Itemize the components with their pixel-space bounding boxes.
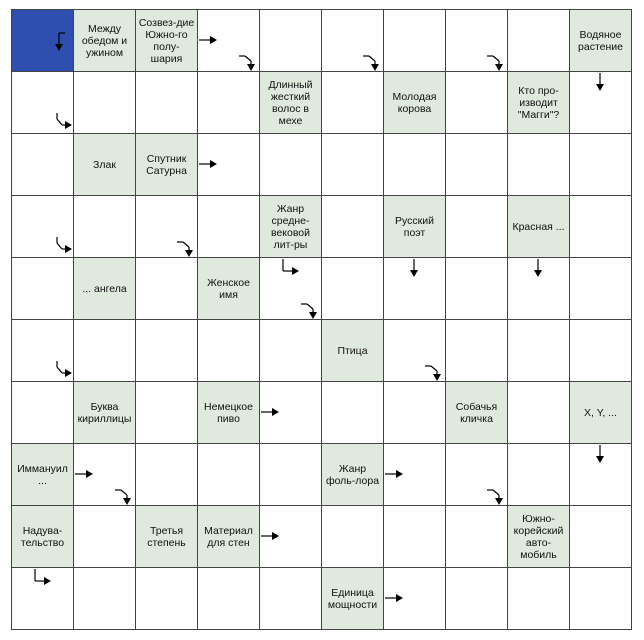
answer-cell[interactable] bbox=[321, 505, 384, 568]
answer-cell[interactable] bbox=[135, 257, 198, 320]
answer-cell[interactable] bbox=[135, 567, 198, 630]
answer-cell[interactable] bbox=[445, 133, 508, 196]
answer-cell[interactable] bbox=[197, 133, 260, 196]
clue-cell bbox=[383, 71, 446, 134]
clue-text: Буква кириллицы bbox=[77, 400, 132, 425]
answer-cell[interactable] bbox=[507, 133, 570, 196]
answer-cell[interactable] bbox=[569, 319, 632, 382]
answer-cell[interactable] bbox=[11, 381, 74, 444]
clue-text: Материал для стен bbox=[204, 524, 253, 549]
answer-cell[interactable] bbox=[135, 381, 198, 444]
answer-cell[interactable] bbox=[73, 195, 136, 258]
answer-cell[interactable] bbox=[259, 505, 322, 568]
answer-cell[interactable] bbox=[135, 195, 198, 258]
answer-cell[interactable] bbox=[259, 9, 322, 72]
answer-cell[interactable] bbox=[569, 133, 632, 196]
crossword-grid bbox=[11, 9, 631, 629]
answer-cell[interactable] bbox=[197, 443, 260, 506]
answer-cell[interactable] bbox=[383, 443, 446, 506]
answer-cell[interactable] bbox=[383, 505, 446, 568]
answer-cell[interactable] bbox=[383, 9, 446, 72]
clue-cell bbox=[569, 9, 632, 72]
clue-text: Спутник Сатурна bbox=[146, 152, 187, 177]
answer-cell[interactable] bbox=[135, 443, 198, 506]
clue-cell bbox=[135, 9, 198, 72]
answer-cell[interactable] bbox=[73, 71, 136, 134]
answer-cell[interactable] bbox=[569, 567, 632, 630]
clue-text: Иммануил ... bbox=[17, 462, 68, 487]
answer-cell[interactable] bbox=[11, 567, 74, 630]
answer-cell[interactable] bbox=[259, 133, 322, 196]
answer-cell[interactable] bbox=[321, 257, 384, 320]
answer-cell[interactable] bbox=[73, 567, 136, 630]
clue-cell bbox=[73, 257, 136, 320]
answer-cell[interactable] bbox=[259, 567, 322, 630]
answer-cell[interactable] bbox=[11, 133, 74, 196]
clue-text: Южно-корейский авто-мобиль bbox=[513, 512, 564, 561]
answer-cell[interactable] bbox=[507, 257, 570, 320]
answer-cell[interactable] bbox=[445, 257, 508, 320]
answer-cell[interactable] bbox=[321, 9, 384, 72]
answer-cell[interactable] bbox=[445, 567, 508, 630]
clue-text: Жанр средне-вековой лит-ры bbox=[270, 202, 311, 251]
clue-text: Созвез-дие Южно-го полу-шария bbox=[138, 16, 195, 65]
clue-cell bbox=[135, 505, 198, 568]
answer-cell[interactable] bbox=[569, 195, 632, 258]
answer-cell[interactable] bbox=[197, 567, 260, 630]
clue-cell bbox=[197, 257, 260, 320]
answer-cell[interactable] bbox=[11, 257, 74, 320]
answer-cell[interactable] bbox=[321, 195, 384, 258]
answer-cell[interactable] bbox=[259, 319, 322, 382]
answer-cell[interactable] bbox=[569, 443, 632, 506]
answer-cell[interactable] bbox=[507, 9, 570, 72]
clue-text: Кто про-изводит "Магги"? bbox=[517, 84, 560, 121]
answer-cell[interactable] bbox=[507, 381, 570, 444]
clue-text: Третья степень bbox=[147, 524, 186, 549]
answer-cell[interactable] bbox=[507, 443, 570, 506]
answer-cell[interactable] bbox=[383, 133, 446, 196]
answer-cell[interactable] bbox=[445, 505, 508, 568]
clue-cell bbox=[507, 505, 570, 568]
answer-cell[interactable] bbox=[569, 71, 632, 134]
clue-cell bbox=[11, 443, 74, 506]
answer-cell[interactable] bbox=[321, 133, 384, 196]
clue-text: Собачья кличка bbox=[455, 400, 498, 425]
clue-text: Русский поэт bbox=[395, 214, 434, 239]
clue-text: Молодая корова bbox=[392, 90, 437, 115]
clue-cell bbox=[135, 133, 198, 196]
clue-cell bbox=[259, 195, 322, 258]
answer-cell[interactable] bbox=[507, 319, 570, 382]
clue-cell bbox=[321, 443, 384, 506]
answer-cell[interactable] bbox=[507, 567, 570, 630]
clue-cell bbox=[11, 505, 74, 568]
answer-cell[interactable] bbox=[135, 71, 198, 134]
answer-cell[interactable] bbox=[383, 567, 446, 630]
answer-cell[interactable] bbox=[445, 9, 508, 72]
answer-cell[interactable] bbox=[259, 381, 322, 444]
answer-cell[interactable] bbox=[73, 505, 136, 568]
clue-cell bbox=[73, 133, 136, 196]
clue-cell bbox=[507, 71, 570, 134]
clue-text: Красная ... bbox=[512, 220, 565, 233]
clue-text: Длинный жесткий волос в мехе bbox=[268, 78, 313, 127]
clue-text: Единица мощности bbox=[327, 586, 378, 611]
clue-text: Водяное растение bbox=[578, 28, 623, 53]
clue-cell bbox=[73, 381, 136, 444]
clue-cell bbox=[445, 381, 508, 444]
answer-cell[interactable] bbox=[73, 319, 136, 382]
answer-cell[interactable] bbox=[11, 195, 74, 258]
clue-cell bbox=[321, 319, 384, 382]
clue-cell bbox=[197, 381, 260, 444]
answer-cell[interactable] bbox=[445, 443, 508, 506]
clue-text: Злак bbox=[93, 158, 116, 171]
answer-cell[interactable] bbox=[259, 257, 322, 320]
answer-cell[interactable] bbox=[383, 319, 446, 382]
answer-cell[interactable] bbox=[197, 71, 260, 134]
answer-cell[interactable] bbox=[321, 381, 384, 444]
clue-text: X, Y, ... bbox=[584, 406, 617, 419]
clue-text: ... ангела bbox=[82, 282, 127, 295]
clue-text: Надува-тельство bbox=[20, 524, 65, 549]
answer-cell[interactable] bbox=[73, 443, 136, 506]
clue-cell bbox=[73, 9, 136, 72]
answer-cell[interactable] bbox=[259, 443, 322, 506]
answer-cell[interactable] bbox=[383, 381, 446, 444]
answer-cell[interactable] bbox=[445, 195, 508, 258]
corner-cell bbox=[11, 9, 74, 72]
answer-cell[interactable] bbox=[445, 319, 508, 382]
clue-text: Между обедом и ужином bbox=[81, 22, 128, 59]
answer-cell[interactable] bbox=[197, 9, 260, 72]
answer-cell[interactable] bbox=[11, 71, 74, 134]
clue-text: Женское имя bbox=[207, 276, 250, 301]
answer-cell[interactable] bbox=[569, 257, 632, 320]
clue-text: Птица bbox=[337, 344, 368, 357]
answer-cell[interactable] bbox=[445, 71, 508, 134]
answer-cell[interactable] bbox=[197, 319, 260, 382]
answer-cell[interactable] bbox=[569, 505, 632, 568]
answer-cell[interactable] bbox=[11, 319, 74, 382]
clue-cell bbox=[569, 381, 632, 444]
clue-text: Жанр фоль-лора bbox=[325, 462, 380, 487]
answer-cell[interactable] bbox=[135, 319, 198, 382]
clue-cell bbox=[197, 505, 260, 568]
answer-cell[interactable] bbox=[321, 71, 384, 134]
clue-text: Немецкое пиво bbox=[204, 400, 253, 425]
clue-cell bbox=[507, 195, 570, 258]
clue-cell bbox=[383, 195, 446, 258]
clue-cell bbox=[259, 71, 322, 134]
clue-cell bbox=[321, 567, 384, 630]
answer-cell[interactable] bbox=[383, 257, 446, 320]
answer-cell[interactable] bbox=[197, 195, 260, 258]
